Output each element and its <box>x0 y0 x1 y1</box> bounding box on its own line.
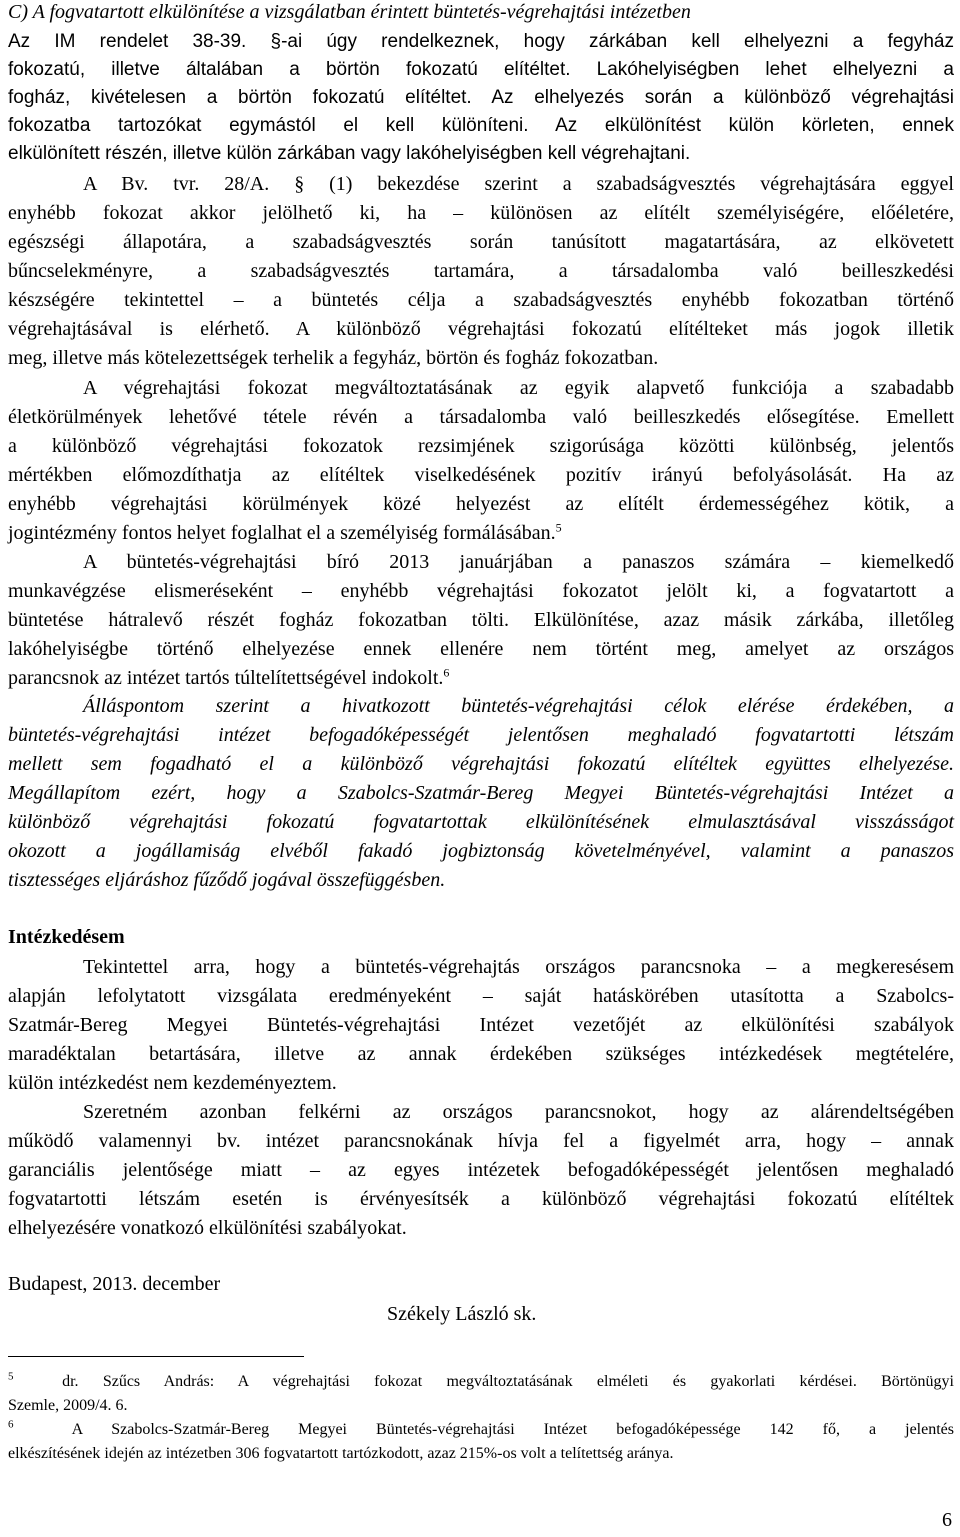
text-line: A végrehajtási fokozat megváltoztatásának az egyik alapvető funkciója a szabadabb <box>83 377 954 399</box>
footnote-text: elkészítésének idején az intézetben 306 fogvatartott tartózkodott, azaz 215%-os volt a telítettség aránya. <box>8 1445 674 1462</box>
text-line: különböző végrehajtási fokozatú fogvatartottak elkülönítésének elmulasztásával visszásságot <box>8 811 954 833</box>
text-line: elkülönített részén, illetve külön zárkában vagy lakóhelyiségben kell végrehajtani. <box>8 143 691 164</box>
text-line: Megállapítom ezért, hogy a Szabolcs-Szatmár-Bereg Megyei Büntetés-végrehajtási Intézet a <box>8 782 954 804</box>
footnote-number: 5 <box>8 1370 14 1383</box>
text-line-content: jogintézmény fontos helyet foglalhat el a személyiség formálásában. <box>8 522 556 544</box>
text-line: egészségi állapotára, a szabadságvesztés során tanúsított magatartására, az elkövetett <box>8 231 954 253</box>
text-line: Tekintettel arra, hogy a büntetés-végrehajtás országos parancsnoka – a megkeresésem <box>83 956 954 978</box>
text-line: fokozatba tartozókat egymástól el kell különíteni. Az elkülönítést külön körleten, ennek <box>8 115 954 136</box>
footnote-separator <box>8 1356 304 1357</box>
footnote-line <box>8 1372 954 1392</box>
footnote-line <box>8 1444 954 1464</box>
signature: Székely László sk. <box>387 1303 537 1325</box>
text-line: büntetés-végrehajtási intézet befogadóképességét jelentősen meghaladó fogvatartotti létszám <box>8 724 954 746</box>
text-line: életkörülmények lehetővé tétele révén a társadalomba való beilleszkedés elősegítése. Emellett <box>8 406 954 428</box>
text-line: készségére tekintettel – a büntetés célja a szabadságvesztés enyhébb fokozatban történő <box>8 289 954 311</box>
text-line: lakóhelyiségbe történő elhelyezése ennek ellenére nem történt meg, amelyet az országos <box>8 638 954 660</box>
text-line: fogház, kivételesen a börtön fokozatú elítéltet. Az elhelyezés során a különböző végrehajtási <box>8 87 954 108</box>
text-line: büntetése hátralevő részét fogház fokozatban tölti. Elkülönítése, azaz másik zárkába, illetőleg <box>8 609 954 631</box>
text-line: mértékben előmozdíthatja az elítéltek viselkedésének pozitív irányú befolyásolását. Ha az <box>8 464 954 486</box>
section-heading: Intézkedésem <box>8 926 125 948</box>
text-line: külön intézkedést nem kezdeményeztem. <box>8 1072 337 1094</box>
text-line: bűncselekményre, a szabadságvesztés tartamára, a társadalomba való beilleszkedési <box>8 260 954 282</box>
text-line: alapján lefolytatott vizsgálata eredményeként – saját hatáskörében utasította a Szabolcs- <box>8 985 954 1007</box>
text-line: a különböző végrehajtási fokozatok rezsimjének szigorúsága közötti különbség, jelentős <box>8 435 954 457</box>
place-date: Budapest, 2013. december <box>8 1273 221 1295</box>
footnote-text: Szemle, 2009/4. 6. <box>8 1397 128 1414</box>
footnote-text: dr. Szűcs András: A végrehajtási fokozat megváltoztatásának elméleti és gyakorlati kérdései. Börtönügyi <box>62 1373 955 1390</box>
text-line: okozott a jogállamiság elvéből fakadó jogbiztonság követelményével, valamint a panaszos <box>8 840 954 862</box>
text-line: fokozatú, illetve általában a börtön fokozatú elítéltet. Lakóhelyiségben lehet elhelyezni a <box>8 59 954 80</box>
text-line <box>8 521 954 545</box>
text-line: maradéktalan betartására, illetve az annak érdekében szükséges intézkedések megtételére, <box>8 1043 954 1065</box>
footnote-ref: 5 <box>555 520 562 535</box>
text-line: A Bv. tvr. 28/A. § (1) bekezdése szerint a szabadságvesztés végrehajtására eggyel <box>83 173 954 195</box>
footnote-line <box>8 1420 954 1440</box>
text-line: enyhébb fokozat akkor jelölhető ki, ha – különösen az elítélt személyiségére, előéletére, <box>8 202 954 224</box>
text-line: működő valamennyi bv. intézet parancsnokának hívja fel a figyelmét arra, hogy – annak <box>8 1130 954 1152</box>
text-line: mellett sem fogadható el a különböző végrehajtási fokozatú elítéltek együttes elhelyezése. <box>8 753 954 775</box>
text-line: munkavégzése elismeréseként – enyhébb végrehajtási fokozatot jelölt ki, a fogvatartott a <box>8 580 954 602</box>
footnote-text: A Szabolcs-Szatmár-Bereg Megyei Büntetés-végrehajtási Intézet befogadóképessége 142 fő, a jelentés <box>71 1421 955 1438</box>
text-line: Álláspontom szerint a hivatkozott büntetés-végrehajtási célok elérése érdekében, a <box>83 695 954 717</box>
text-line: garanciális jelentősége miatt – az egyes intézetek befogadóképességét jelentősen meghaladó <box>8 1159 954 1181</box>
footnote-ref: 6 <box>443 665 450 680</box>
page-number: 6 <box>942 1509 952 1531</box>
text-line: Az IM rendelet 38-39. §-ai úgy rendelkeznek, hogy zárkában kell elhelyezni a fegyház <box>8 31 954 52</box>
text-line <box>8 666 954 690</box>
text-line: végrehajtásával is elérhető. A különböző végrehajtási fokozatú elítélteket más jogok illetik <box>8 318 954 340</box>
text-line: elhelyezésére vonatkozó elkülönítési szabályokat. <box>8 1217 407 1239</box>
text-line-content: parancsnok az intézet tartós túltelítettségével indokolt. <box>8 667 444 689</box>
text-line: meg, illetve más kötelezettségek terhelik a fegyház, börtön és fogház fokozatban. <box>8 347 659 369</box>
text-line: C) A fogvatartott elkülönítése a vizsgálatban érintett büntetés-végrehajtási intézetben <box>8 1 691 23</box>
text-line: Szeretném azonban felkérni az országos parancsnokot, hogy az alárendeltségében <box>83 1101 954 1123</box>
text-line: enyhébb végrehajtási körülmények közé helyezést az elítélt érdemességéhez kötik, a <box>8 493 954 515</box>
text-line: Szatmár-Bereg Megyei Büntetés-végrehajtási Intézet vezetőjét az elkülönítési szabályok <box>8 1014 954 1036</box>
footnote-number: 6 <box>8 1418 14 1431</box>
text-line: fogvatartotti létszám esetén is érvényesítsék a különböző végrehajtási fokozatú elítéltek <box>8 1188 954 1210</box>
text-line: tisztességes eljáráshoz fűződő jogával összefüggésben. <box>8 869 446 891</box>
footnote-line <box>8 1396 954 1416</box>
text-line: A büntetés-végrehajtási bíró 2013 januárjában a panaszos számára – kiemelkedő <box>83 551 954 573</box>
